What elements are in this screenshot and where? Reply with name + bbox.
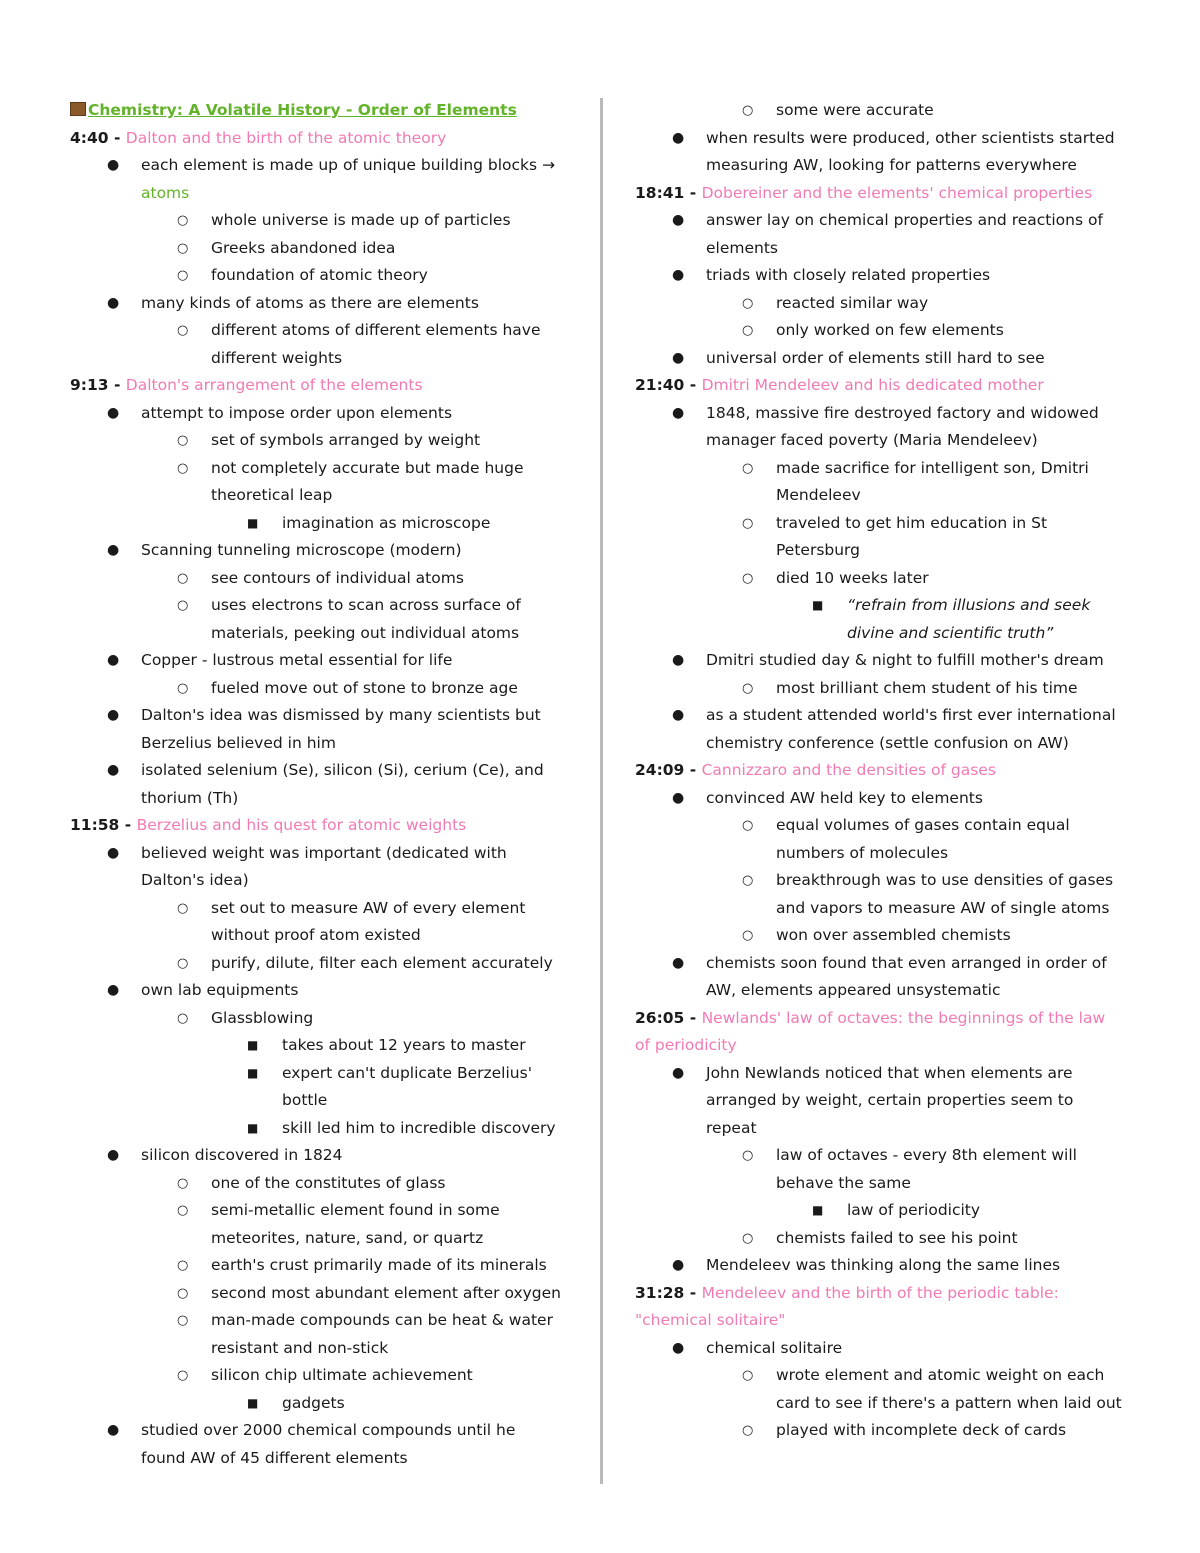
list-item-text: whole universe is made up of particles [211, 211, 511, 229]
list-item-text: semi-metallic element found in some [211, 1201, 500, 1219]
list-item-continued [635, 482, 1129, 510]
section-topic: Dalton and the birth of the atomic theory [125, 128, 447, 147]
list-item [70, 537, 564, 565]
list-item-text: Glassblowing [211, 1008, 314, 1027]
bullet-circle-icon: ○ [742, 1148, 754, 1163]
list-item-text: Dalton's idea was dismissed by many scientists but [141, 706, 541, 724]
bullet-circle-icon: ○ [177, 433, 189, 448]
bullet-circle-icon: ○ [742, 460, 754, 476]
bullet-dot-icon: ● [107, 844, 120, 861]
list-item-text: Mendeleev was thinking along the same lines [706, 1256, 1061, 1274]
list-item-continued [635, 730, 1129, 758]
list-item-text: only worked on few elements [776, 321, 1004, 339]
list-item [70, 152, 564, 180]
list-item-text: law of octaves - every 8th element will [776, 1146, 1077, 1164]
list-item-text: Scanning tunneling microscope (modern) [141, 541, 462, 559]
list-item [635, 922, 1129, 950]
list-item-text: silicon chip ultimate achievement [211, 1366, 473, 1384]
section-topic: Dmitri Mendeleev and his dedicated mother [701, 376, 1044, 394]
list-item [70, 427, 564, 455]
section-heading [70, 125, 564, 153]
bullet-dot-icon: ● [107, 652, 120, 668]
list-item-continued [635, 1115, 1129, 1143]
bullet-circle-icon: ○ [177, 1368, 189, 1383]
bullet-dot-icon: ● [107, 542, 120, 558]
bullet-circle-icon: ○ [742, 1368, 754, 1383]
list-item-text: convinced AW held key to elements [706, 788, 983, 807]
timestamp: 4:40 - [70, 128, 126, 147]
list-item-continued [635, 840, 1129, 868]
list-item-text: studied over 2000 chemical compounds until he [141, 1421, 516, 1439]
list-item-text: set of symbols arranged by weight [211, 431, 481, 449]
list-item-text: Dalton's idea) [141, 871, 249, 889]
list-item-continued [70, 867, 564, 895]
list-item-continued [70, 730, 564, 758]
section-topic: Cannizzaro and the densities of gases [701, 761, 996, 779]
bullet-circle-icon: ○ [177, 268, 189, 283]
list-item [70, 592, 564, 620]
bullet-circle-icon: ○ [742, 873, 754, 888]
list-item-continued [70, 180, 564, 208]
bullet-circle-icon: ○ [742, 570, 754, 586]
bullet-circle-icon: ○ [177, 240, 189, 256]
section-heading-continued [635, 1307, 1129, 1335]
bullet-dot-icon: ● [672, 1064, 685, 1081]
list-item [70, 1142, 564, 1170]
film-icon [70, 102, 86, 116]
bullet-dot-icon: ● [672, 789, 685, 806]
list-item-text: most brilliant chem student of his time [776, 678, 1078, 697]
bullet-circle-icon: ○ [177, 570, 189, 586]
bullet-dot-icon: ● [672, 954, 685, 971]
bullet-circle-icon: ○ [742, 515, 754, 531]
list-item-text: set out to measure AW of every element [211, 898, 526, 917]
bullet-circle-icon: ○ [177, 680, 189, 696]
list-item-text: imagination as microscope [282, 513, 491, 532]
section-topic: Newlands' law of octaves: the beginnings of the law [701, 1008, 1106, 1027]
list-item-text: Copper - lustrous metal essential for life [141, 651, 453, 669]
list-item-text: atoms [141, 183, 190, 202]
list-item-text: answer lay on chemical properties and reactions of [706, 211, 1103, 229]
bullet-dot-icon: ● [107, 1422, 120, 1438]
bullet-square-icon: ■ [812, 598, 824, 612]
list-item [70, 1060, 564, 1088]
list-item [70, 1362, 564, 1390]
bullet-circle-icon: ○ [742, 323, 754, 338]
bullet-circle-icon: ○ [742, 928, 754, 943]
list-item-text: measuring AW, looking for patterns everywhere [706, 156, 1077, 174]
list-item-text: skill led him to incredible discovery [282, 1118, 556, 1137]
bullet-circle-icon: ○ [177, 1285, 189, 1301]
bullet-circle-icon: ○ [742, 295, 754, 311]
list-item [635, 290, 1129, 318]
section-topic: "chemical solitaire" [635, 1311, 786, 1329]
list-item-text: Mendeleev [776, 486, 861, 504]
list-item-text: wrote element and atomic weight on each [776, 1366, 1105, 1384]
list-item [635, 1252, 1129, 1280]
list-item-continued [635, 895, 1129, 923]
list-item-text: some were accurate [776, 101, 934, 119]
list-item-text: earth's crust primarily made of its minerals [211, 1256, 547, 1274]
list-item [635, 262, 1129, 290]
list-item [635, 1417, 1129, 1445]
timestamp: 11:58 - [70, 816, 137, 834]
list-item [635, 207, 1129, 235]
list-item-text: second most abundant element after oxygen [211, 1283, 562, 1302]
section-heading [635, 372, 1129, 400]
list-item-text: made sacrifice for intelligent son, Dmitri [776, 458, 1089, 477]
list-item [70, 1417, 564, 1445]
section-topic: Mendeleev and the birth of the periodic table: [701, 1283, 1059, 1302]
list-item-text: traveled to get him education in St [776, 513, 1048, 532]
list-item [70, 510, 564, 538]
bullet-dot-icon: ● [672, 652, 685, 668]
bullet-square-icon: ■ [247, 1038, 259, 1052]
list-item-text: Petersburg [776, 541, 860, 559]
list-item [635, 675, 1129, 703]
list-item [70, 1390, 564, 1418]
list-item [70, 702, 564, 730]
bullet-circle-icon: ○ [177, 900, 189, 916]
list-item [70, 950, 564, 978]
list-item-text: repeat [706, 1118, 757, 1137]
list-item-text: Dmitri studied day & night to fulfill mother's dream [706, 651, 1104, 669]
list-item [70, 207, 564, 235]
list-item [70, 675, 564, 703]
list-item [70, 565, 564, 593]
bullet-dot-icon: ● [672, 212, 685, 228]
list-item-continued [70, 620, 564, 648]
list-item-text: played with incomplete deck of cards [776, 1421, 1067, 1439]
list-item-text: gadgets [282, 1393, 345, 1412]
list-item [635, 345, 1129, 373]
list-item-continued [70, 1087, 564, 1115]
list-item-text: as a student attended world's first ever international [706, 706, 1116, 724]
list-item [635, 97, 1129, 125]
list-item-text: theoretical leap [211, 486, 333, 504]
list-item-text: see contours of individual atoms [211, 568, 464, 587]
bullet-dot-icon: ● [672, 404, 685, 421]
list-item-continued [635, 620, 1129, 648]
list-item-text: triads with closely related properties [706, 266, 991, 284]
list-item [70, 290, 564, 318]
bullet-dot-icon: ● [107, 762, 120, 778]
list-item [70, 1170, 564, 1198]
list-item [70, 1005, 564, 1033]
list-item [70, 235, 564, 263]
list-item-text: expert can't duplicate Berzelius' [282, 1063, 532, 1082]
bullet-dot-icon: ● [672, 129, 685, 146]
list-item-continued [70, 922, 564, 950]
list-item-text: uses electrons to scan across surface of [211, 596, 521, 614]
list-item-text: Greeks abandoned idea [211, 238, 396, 257]
list-item [70, 757, 564, 785]
bullet-dot-icon: ● [107, 157, 120, 173]
bullet-circle-icon: ○ [177, 460, 189, 476]
section-topic: of periodicity [635, 1036, 737, 1054]
list-item-continued [635, 152, 1129, 180]
list-item-text: chemical solitaire [706, 1338, 843, 1357]
list-item-text: chemists soon found that even arranged in order of [706, 953, 1107, 972]
list-item [70, 1032, 564, 1060]
list-item-text: materials, peeking out individual atoms [211, 623, 520, 642]
list-item-continued [70, 785, 564, 813]
list-item-text: resistant and non-stick [211, 1338, 389, 1357]
bullet-dot-icon: ● [107, 707, 120, 723]
list-item-text: numbers of molecules [776, 843, 949, 862]
list-item [635, 1225, 1129, 1253]
list-item-continued [635, 537, 1129, 565]
list-item-text: man-made compounds can be heat & water [211, 1311, 553, 1329]
section-heading [70, 372, 564, 400]
bullet-dot-icon: ● [672, 1257, 685, 1273]
bullet-dot-icon: ● [672, 267, 685, 283]
list-item-text: universal order of elements still hard to see [706, 348, 1045, 367]
list-item-text: isolated selenium (Se), silicon (Si), cerium (Ce), and [141, 761, 544, 779]
bullet-circle-icon: ○ [177, 1175, 189, 1191]
list-item [635, 1060, 1129, 1088]
list-item [70, 1115, 564, 1143]
list-item-text: arranged by weight, certain properties seem to [706, 1091, 1074, 1109]
list-item [635, 592, 1129, 620]
list-item-text: attempt to impose order upon elements [141, 403, 453, 422]
list-item-text: law of periodicity [847, 1201, 981, 1219]
list-item-text: divine and scientific truth” [847, 623, 1054, 642]
list-item-text: found AW of 45 different elements [141, 1448, 408, 1467]
bullet-square-icon: ■ [247, 1065, 259, 1080]
list-item-continued [635, 1087, 1129, 1115]
section-topic: Dalton's arrangement of the elements [125, 376, 423, 394]
bullet-square-icon: ■ [247, 515, 259, 530]
bullet-circle-icon: ○ [742, 818, 754, 833]
timestamp: 31:28 - [635, 1283, 702, 1302]
list-item-continued [635, 1170, 1129, 1198]
list-item-text: died 10 weeks later [776, 568, 929, 587]
section-topic: Dobereiner and the elements' chemical properties [701, 183, 1093, 202]
list-item [635, 565, 1129, 593]
section-heading-continued [635, 1032, 1129, 1060]
list-item-text: not completely accurate but made huge [211, 458, 524, 477]
left-column [70, 97, 564, 1472]
list-item-text: one of the constitutes of glass [211, 1173, 446, 1192]
list-item-continued [70, 1445, 564, 1473]
list-item-text: chemists failed to see his point [776, 1228, 1018, 1247]
bullet-dot-icon: ● [107, 1147, 120, 1163]
page-title [70, 97, 564, 125]
list-item [70, 1280, 564, 1308]
bullet-dot-icon: ● [107, 404, 120, 421]
section-heading [635, 1005, 1129, 1033]
list-item-text: AW, elements appeared unsystematic [706, 981, 1001, 999]
list-item [635, 950, 1129, 978]
list-item-text: breakthrough was to use densities of gases [776, 871, 1114, 889]
bullet-circle-icon: ○ [742, 1230, 754, 1246]
bullet-circle-icon: ○ [177, 213, 189, 228]
list-item-text: meteorites, nature, sand, or quartz [211, 1228, 484, 1247]
bullet-circle-icon: ○ [177, 955, 189, 971]
list-item [635, 812, 1129, 840]
list-item [635, 785, 1129, 813]
list-item-continued [635, 977, 1129, 1005]
list-item-continued [70, 1335, 564, 1363]
list-item-text: manager faced poverty (Maria Mendeleev) [706, 431, 1038, 449]
list-item [635, 125, 1129, 153]
list-item-text: 1848, massive fire destroyed factory and widowed [706, 403, 1099, 422]
list-item-text: silicon discovered in 1824 [141, 1146, 343, 1164]
list-item [70, 977, 564, 1005]
list-item [635, 702, 1129, 730]
list-item-text: won over assembled chemists [776, 926, 1011, 944]
list-item [70, 455, 564, 483]
list-item [635, 647, 1129, 675]
bullet-dot-icon: ● [672, 707, 685, 723]
section-topic: Berzelius and his quest for atomic weights [136, 816, 467, 834]
list-item [635, 1142, 1129, 1170]
list-item-text: purify, dilute, filter each element accurately [211, 953, 553, 972]
column-divider [600, 98, 603, 1484]
list-item-text: card to see if there's a pattern when laid out [776, 1393, 1122, 1412]
list-item [70, 1197, 564, 1225]
list-item [635, 455, 1129, 483]
list-item-text: own lab equipments [141, 981, 299, 999]
timestamp: 24:09 - [635, 761, 702, 779]
list-item [635, 867, 1129, 895]
bullet-circle-icon: ○ [177, 323, 189, 338]
list-item-text: many kinds of atoms as there are elements [141, 293, 479, 312]
list-item [635, 400, 1129, 428]
bullet-circle-icon: ○ [177, 1010, 189, 1026]
list-item-text: different atoms of different elements have [211, 321, 541, 339]
list-item [70, 895, 564, 923]
timestamp: 18:41 - [635, 183, 702, 202]
list-item [635, 1335, 1129, 1363]
list-item-text: reacted similar way [776, 293, 929, 312]
page-title-text: Chemistry: A Volatile History - Order of Elements [88, 101, 517, 119]
list-item-text: chemistry conference (settle confusion on AW) [706, 733, 1069, 752]
list-item-text: “refrain from illusions and seek [847, 596, 1091, 614]
list-item-text: takes about 12 years to master [282, 1036, 526, 1054]
list-item [70, 400, 564, 428]
bullet-circle-icon: ○ [177, 598, 189, 613]
list-item-text: different weights [211, 348, 343, 367]
list-item-text: bottle [282, 1091, 328, 1109]
timestamp: 9:13 - [70, 376, 126, 394]
list-item [70, 647, 564, 675]
bullet-dot-icon: ● [107, 294, 120, 311]
bullet-circle-icon: ○ [177, 1313, 189, 1328]
list-item [635, 1362, 1129, 1390]
section-heading [635, 180, 1129, 208]
list-item-text: John Newlands noticed that when elements are [706, 1063, 1073, 1082]
bullet-dot-icon: ● [672, 349, 685, 366]
list-item [70, 1307, 564, 1335]
list-item-text: without proof atom existed [211, 926, 421, 944]
list-item-text: foundation of atomic theory [211, 266, 428, 284]
bullet-circle-icon: ○ [742, 1423, 754, 1438]
list-item-text: behave the same [776, 1173, 911, 1192]
list-item [635, 317, 1129, 345]
list-item [70, 262, 564, 290]
list-item-continued [70, 1225, 564, 1253]
list-item-text: each element is made up of unique building blocks → [141, 156, 556, 174]
bullet-square-icon: ■ [247, 1120, 259, 1135]
timestamp: 26:05 - [635, 1008, 702, 1027]
list-item-continued [70, 345, 564, 373]
list-item-text: when results were produced, other scientists started [706, 128, 1115, 147]
list-item-text: equal volumes of gases contain equal [776, 816, 1070, 834]
section-heading [635, 757, 1129, 785]
list-item-continued [635, 427, 1129, 455]
bullet-dot-icon: ● [672, 1339, 685, 1356]
timestamp: 21:40 - [635, 376, 702, 394]
bullet-circle-icon: ○ [742, 103, 754, 118]
list-item [635, 510, 1129, 538]
section-heading [635, 1280, 1129, 1308]
list-item [635, 1197, 1129, 1225]
list-item-text: believed weight was important (dedicated with [141, 843, 507, 862]
bullet-square-icon: ■ [812, 1203, 824, 1217]
right-column [635, 97, 1129, 1445]
bullet-circle-icon: ○ [177, 1258, 189, 1273]
list-item-text: thorium (Th) [141, 788, 239, 807]
list-item-continued [635, 1390, 1129, 1418]
list-item-continued [70, 482, 564, 510]
list-item [70, 840, 564, 868]
section-heading [70, 812, 564, 840]
list-item-continued [635, 235, 1129, 263]
list-item [70, 317, 564, 345]
list-item-text: and vapors to measure AW of single atoms [776, 898, 1110, 917]
list-item [70, 1252, 564, 1280]
list-item-text: elements [706, 238, 778, 257]
bullet-dot-icon: ● [107, 982, 120, 998]
bullet-circle-icon: ○ [177, 1203, 189, 1218]
bullet-circle-icon: ○ [742, 680, 754, 696]
bullet-square-icon: ■ [247, 1395, 259, 1410]
list-item-text: Berzelius believed in him [141, 733, 336, 752]
list-item-text: fueled move out of stone to bronze age [211, 678, 518, 697]
